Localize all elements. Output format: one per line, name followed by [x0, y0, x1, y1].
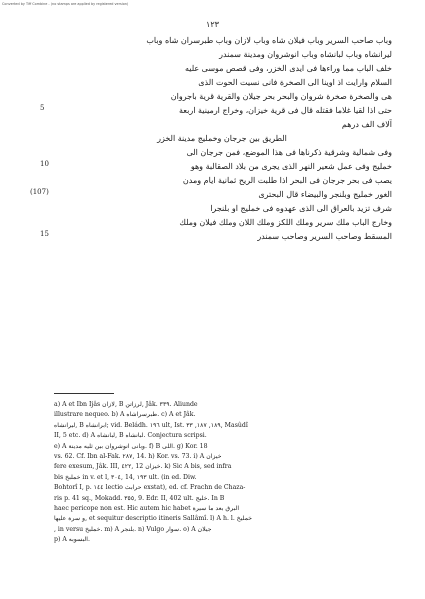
text-line-11: يصب فى بحر جرجان فى البحر اذا طلبت الريح ثمانية ايام ومدن	[182, 176, 392, 185]
footnote-line-13: , in versu خمليخ. m) A بلنجر. n) Vulgo سوار. o) A جيلان	[54, 525, 212, 533]
text-line-5: هى والصخرة صخرة شروان والبحر بحر جيلان والقرية قرية باجروان	[170, 92, 392, 101]
main-arabic-text	[52, 34, 392, 244]
footnote-line-9: Bohtorî I, p. ١٤٤ lectio حرابث exstat), ed. cf. Frachn de Chaza-	[54, 484, 246, 492]
line-marker-107: (107)	[30, 188, 49, 196]
text-line-6: حتى اذا لقيا غلاما فقتله قال فى قرية خيزان، وخراج ارمينية اربعة	[179, 106, 392, 115]
footnote-divider	[54, 393, 114, 394]
text-line-1: وباب صاحب السرير وباب فيلان شاه وباب لازان وباب طبرسران شاه وباب	[146, 36, 392, 45]
footnotes	[54, 400, 390, 546]
text-line-14: وخارج الباب ملك سرير وملك اللكز وملك اللان وملك فيلان وملك	[179, 218, 392, 227]
text-line-10: خمليج وفى عمل شعير النهر الذى يجرى من بلاد الصقالبة وهو	[190, 162, 392, 171]
text-line-2: ليرانشاه وباب لبانشاه وباب انوشروان ومدينة سمندر	[219, 50, 392, 59]
line-marker-5: 5	[40, 104, 45, 112]
footnote-line-5: e) A وبانى انوشروان بين ثليه مدينة. f) B اللى. g) Kor. 18	[54, 442, 208, 450]
footnote-line-3: ليرانشاه, B ابرانشاه; vid. Beládh. ١٩٦ ult, Ist. ١٨٩, ١٨٧, ٣٣, Masûdî	[54, 421, 248, 429]
text-line-4: السلام وارايت اذ اوينا الى الصخرة فانى نسيت الحوت الذى	[198, 78, 392, 87]
footnote-line-2: illustrare nequeo. b) A طبرسراشاه. c) A et Jâk.	[54, 411, 196, 419]
text-line-7: آلاف الف درهم	[341, 120, 392, 129]
line-marker-15: 15	[40, 230, 49, 238]
footnote-line-7: fere exesum, Jâk. III, ٤٢٢, 12 خيزان. k) Sic A bis, sed infra	[54, 463, 232, 471]
text-line-12: الغور خمليج وبلنجر والبيضاء قال البحترى	[258, 190, 392, 199]
footnote-line-10: ris p. 41 sq., Mokadd. ٣٥٥, 9. Edr. II, 402 ult. خليج. In B	[54, 494, 225, 502]
converter-banner: Converted by Tiff Combine - (no stamps are applied by registered version)	[2, 2, 129, 6]
footnote-line-12: و سرة عليها, et sequitur descriptio itineris Sallâmî. l) A h. l. خمليخ	[54, 515, 253, 523]
footnote-line-11: haec pericope non est. Hic autem hic habet البرق بعد ما سيرة	[54, 505, 240, 513]
text-line-3: خلف الباب مما وراءها فى ايدى الخزر، وفى قصص موسى عليه	[185, 64, 392, 73]
line-marker-10: 10	[40, 160, 49, 168]
text-line-15: المسقط وصاحب السرير وصاحب سمندر	[257, 232, 392, 241]
poem-verse: شرف تزيد بالعراق الى الذى عهدوه فى خمليج او بلنجرا	[210, 204, 392, 213]
section-heading: الطريق بين جرجان وخمليج مدينة الخزر	[157, 134, 287, 143]
footnote-line-8: bis خملبخ in v. et l, ٣٠٤, 14, ١٩٣ ult. (in ed. Diw.	[54, 473, 197, 481]
footnote-line-1: a) A et Ibn Ijâs لازان, B لرزاتن, Jâk. ٣٣٩. Aliunde	[54, 401, 198, 408]
text-line-9: وفى شمالية وشرقية ذكرناها فى هذا الموضع، فمن جرجان الى	[186, 148, 392, 157]
page-number: ١٢٣	[206, 20, 219, 29]
footnote-line-14: p) A البسوبه.	[54, 536, 90, 544]
footnote-line-6: vs. 62. Cf. Ibn al-Fak. ٢٨٧, 14. h) Kor. vs. 73. i) A خيزان	[54, 453, 222, 461]
footnote-line-4: II, 5 etc. d) A لبانشاه, B لبانشاه. Conjectura scripsi.	[54, 432, 207, 440]
